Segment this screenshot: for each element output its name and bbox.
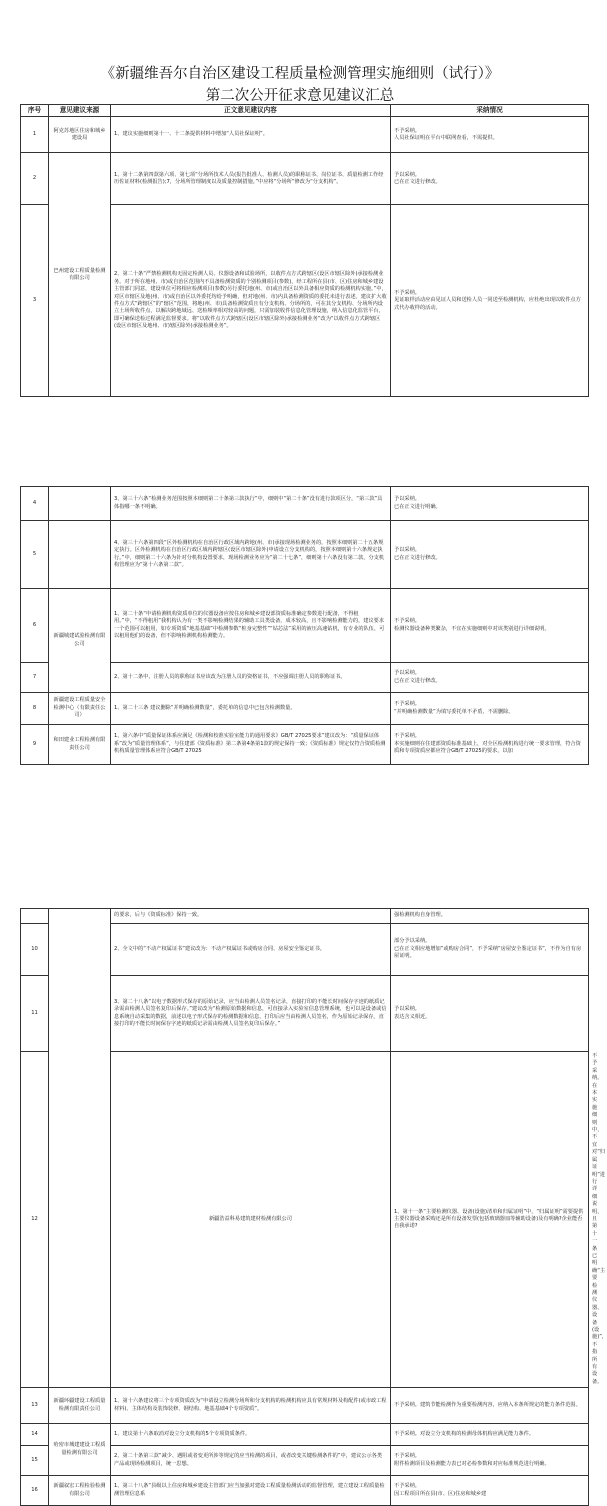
row-content: 2、第二十条“严禁检测机构无固定检测人员、仪器设备和试验场所，以收件点方式跨辖区(设区市辖区除外)承接检测业务。对于所在地州、市)或自治区范围内不具备检测资质的个别检测项目(参数)，经工程所在县(市、区)住房和城乡建设主管部门同意，建设单位可将相应检测项目(参数)另行委托地(州、市)或自治区以外具备相应资质的检测机构实施。”中，对区市辖区及地(州、市)或自治区以外委托均给予明确，但对地(州、市)内具备检测资质的委托未进行表述。建议扩大收件点方式“跨辖区”的“辖区”范围，将地(州、市)具备检测资质且有分支机构、分场所的，可在其分支机构、分场所内设立土场所收件点，以解决跨地域远、送检频率相对较高的问题，只需加装收件信息化管理设施，纳入信息化监管平台，即可确保送检过程满足监督要求。将“以收件点方式跨辖区(设区市辖区除外)承接检测业务”改为“以收件点方式跨辖区(设区市辖区及地州、市)辖区除外)承接检测业务”。 bbox=[111, 205, 391, 397]
table-row bbox=[21, 693, 589, 725]
row-content: 1、第三十八条“县级以上住房和城乡建设主管部门应当加强对建设工程质量检测活动的监督管理，建立建设工程质量检测管理信息系 bbox=[111, 1476, 391, 1506]
row-source: 新疆环疆建设工程质量检测有限责任公司 bbox=[49, 1388, 111, 1424]
header-source: 意见建议来源 bbox=[49, 105, 111, 117]
row-source: 和田建业工程检测有限责任公司 bbox=[49, 725, 111, 765]
row-result: 不予采纳。 本实施细则在住建部资质标准基础上，对全区检测机构进行统一要求管理，符合资质和专项资质应都应符合GB/T 27025的要求，以加 bbox=[391, 725, 589, 765]
document-title-line2: 第二次公开征求意见建议汇总 bbox=[205, 88, 395, 104]
row-source: 阿克苏地区住房和城乡建设局 bbox=[49, 117, 111, 153]
row-no: 14 bbox=[21, 1424, 49, 1446]
row-source: 哈密市城建建设工程质量检测有限公司 bbox=[49, 1424, 111, 1476]
row-no: 7 bbox=[21, 663, 49, 693]
row-content: 2、全文中的“不动产权属证书”建议改为：不动产权属证书或购房合同、房屋安全鉴定证书。 bbox=[111, 924, 391, 976]
opinions-table-page2 bbox=[20, 486, 589, 765]
row-source: 新疆浩益科易建筑建材检测有限公司 bbox=[111, 1052, 391, 1388]
row-content: 1、第六条中“质量保证体系应满足《检测和校准实验室能力的通用要求》GB/T 27025要求”建议改为：“质量保证体系”改为“质量管理体系”，与住建部《资质标准》第二条第4条第1款的规定保持一致；《资质标准》规定仅符合资质检测机构质量管理体系应符合GB/T 27025 bbox=[111, 725, 391, 765]
row-content: 2、第二十条第三款“减少、遇阻或者变更所涉等规定的应当检测的项目，或者改变关键检测条件的”中，建议公示各类产品或现场检测项目，统一思想。 bbox=[111, 1446, 391, 1476]
row-content: 1、第十一条“主要检测仪器、设备(设施)清单和归属证明”中，“归属证明”需要提供主要仪器设备采购还是所有设备发票(包括玻璃器皿等辅助设备)及有明确?企业能否自我承诺? bbox=[391, 1052, 589, 1388]
row-result: 予以采纳。 已在正文进行修改。 bbox=[391, 521, 589, 589]
row-no: 15 bbox=[21, 1446, 49, 1476]
row-content: 1、第二十三条 建议删除“并明确检测数量”，委托单的信息中已包含检测数量。 bbox=[111, 693, 391, 725]
row-content: 2、第十二条中，注册人员的职称证书应该改为注册人员的资格证书，不应强调注册人员的职称证书。 bbox=[111, 663, 391, 693]
row-content: 1、建议第十六条取消对设立分支机构的5个专项资质条件。 bbox=[111, 1424, 391, 1446]
row-result: 不予采纳。 “并明确检测数量”为填写委托单不矛盾，不需删除。 bbox=[391, 693, 589, 725]
row-no: 13 bbox=[21, 1388, 49, 1424]
table-row bbox=[21, 589, 589, 663]
row-no: 9 bbox=[21, 725, 49, 765]
row-no: 6 bbox=[21, 589, 49, 663]
row-result: 不予采纳。 见证取样活动应由见证人员和送检人员一同送至检测机构，应杜绝出现以收件点方式代办收样的活动。 bbox=[391, 205, 589, 397]
row-source: 巴州建设工程质量检测有限公司 bbox=[49, 153, 111, 397]
table-row bbox=[21, 117, 589, 153]
table-row bbox=[21, 487, 589, 521]
table-header-row bbox=[21, 105, 589, 117]
row-result: 部分予以采纳。 已在正文相应地增加“或购房合同”，不予采纳“房屋安全鉴定证书”，不作为自有房屋证明。 bbox=[391, 924, 589, 976]
row-content: 3、第二十八条“以电子数据形式保存的原始记录，应当由检测人员签名记录，直接打印的不能长时间保存字迹的纸质记录需由检测人员签名复印后保存。”建议改为“检测原始数据和信息，可直接录入实验室信息管理系统，也可以是设备或信息系统自动采集的数据，前述以电子形式保存的检测数据和信息，打印后应当由检测人员签名，作为原始记录保存。直接打印的不能长时间保存字迹的纸质记录需由检测人员签名复印后保存。” bbox=[111, 976, 391, 1052]
row-content: 的要求，后与《资质标准》保持一致。 bbox=[111, 909, 391, 924]
row-result: 不予采纳。 因工程项目所在县(市、区)住房和城乡建 bbox=[391, 1476, 589, 1506]
opinions-table-page3 bbox=[20, 908, 607, 1506]
row-no: 1 bbox=[21, 117, 49, 153]
row-content: 1、第二十条“申请检测机构资质单位的仪器设备应按住房和城乡建设部资质标准确定参数进行配备，不得租用。”中，“不得租用”我机构认为有一类不影响检测结果的辅助工具类设备，成本较高，且不影响检测能力的，建议要求一个范围可以租用，如专项资质“地基基础”中检测参数“桩身完整性”“钻芯法”采用的液压高速钻机，有专业的队伍，可以租用他们的设备，但不影响检测机构检测能力。 bbox=[111, 589, 391, 663]
header-content: 正文意见建议内容 bbox=[111, 105, 391, 117]
row-no: 12 bbox=[21, 1052, 49, 1388]
row-result: 予以采纳。 已在正文进行明确。 bbox=[391, 487, 589, 521]
row-no: 3 bbox=[21, 205, 49, 397]
row-result: 予以采纳。 表达含义相近。 bbox=[391, 976, 589, 1052]
row-source: 新疆城建试验检测有限公司 bbox=[49, 589, 111, 693]
row-no: 2 bbox=[21, 153, 49, 205]
table-row bbox=[21, 521, 589, 589]
row-result: 予以采纳。 已在正文进行修改。 bbox=[391, 153, 589, 205]
row-result: 不予采纳。 附件检测项目及检测能力表已对必检参数和对应标准规范进行明确。 bbox=[391, 1446, 589, 1476]
row-result: 强检测机构自身管理。 bbox=[391, 909, 589, 924]
row-source: 新疆叙宏工程检验检测有限公司 bbox=[49, 1476, 111, 1506]
row-source bbox=[49, 909, 111, 1388]
table-row: 12 新疆浩益科易建筑建材检测有限公司 1、第十一条“主要检测仪器、设备(设施)清单和归属证明”中，“归属证明”需要提供主要仪器设备采购还是所有设备发票(包括玻璃器皿等辅助设备)及有明确?企业能否自我承诺? 不予采纳。 在本实施细则中，不宜对“归属证明”进行详细说明，且第十一条已明确“主要检测仪器、设备(设施)”，不指所有设备。 bbox=[21, 1052, 589, 1388]
opinions-table-page1 bbox=[20, 104, 589, 397]
row-result: 不予采纳。 检测仪器设备种类繁杂，不宜在实施细则中对该类别进行详细说明。 bbox=[391, 589, 589, 663]
row-content: 1、建议实施细则第十一、十二条提供材料中增加“人员社保证明”。 bbox=[111, 117, 391, 153]
row-result: 不予采纳。建筑节能检测作为重要检测内容，应纳入本条所规定的能力条件范围。 bbox=[391, 1388, 589, 1424]
table-row bbox=[21, 1388, 589, 1424]
row-result: 予以采纳。 已在正文进行修改。 bbox=[391, 663, 589, 693]
row-no: 11 bbox=[21, 976, 49, 1052]
header-result: 采纳情况 bbox=[391, 105, 589, 117]
row-source: 新疆建设工程质量安全检测中心（有限责任公司） bbox=[49, 693, 111, 725]
row-no: 10 bbox=[21, 924, 49, 976]
row-source bbox=[49, 521, 111, 589]
row-content: 1、第十六条建议将三个专项资质改为“申请设立检测分场所和分支机构的检测机构应具有常规材料及构配件(或市政工程材料)、主体结构及装饰装修、钢结构、地基基础4个专项资质”。 bbox=[111, 1388, 391, 1424]
document-title-line1: 《新疆维吾尔自治区建设工程质量检测管理实施细则（试行）》 bbox=[100, 66, 500, 82]
row-content: 1、第十二条第四款第六项、第七项“分场所技术人员(报告批准人、检测人员)的职称证书、岗位证书、质量检测工作经历佐证材料(检测报告);7，分场所管理制度以及质量控制措施。”中应将“分场所”修改为“分支机构”。 bbox=[111, 153, 391, 205]
row-no: 4 bbox=[21, 487, 49, 521]
row-content: 4、第三十六条第四段“区外检测机构在自治区行政区域内跨地(州、市)承接现场检测业务的，按照本细则第二十五条规定执行。区外检测机构在自治区行政区域内跨辖区(设区市辖区除外)申请设立分支机构的，按照本细则第十六条规定执行。”中，细则第二十六条为针对分机构设置要求，现场检测业务应为“第二十七条”，细则第十六条没有第二款，分支机构管理应为“第十六条第二款”。 bbox=[111, 521, 391, 589]
row-result: 不予采纳。对设立分支机构的检测母体机构应满足能力条件。 bbox=[391, 1424, 589, 1446]
table-row bbox=[21, 153, 589, 205]
row-result: 不予采纳。 人员社保证明在平台中联网查看，不需提供。 bbox=[391, 117, 589, 153]
table-row bbox=[21, 909, 589, 924]
row-no bbox=[21, 909, 49, 924]
table-row bbox=[21, 1476, 589, 1506]
row-no: 16 bbox=[21, 1476, 49, 1506]
header-no: 序号 bbox=[21, 105, 49, 117]
table-row bbox=[21, 1424, 589, 1446]
row-content: 3、第三十六条“检测业务范围按照本细则第二十条第三款执行”中，细则中“第二十条”没有进行款项区分，“第三款”具体指哪一条不明确。 bbox=[111, 487, 391, 521]
row-no: 5 bbox=[21, 521, 49, 589]
row-source bbox=[49, 487, 111, 521]
table-row bbox=[21, 725, 589, 765]
row-no: 8 bbox=[21, 693, 49, 725]
